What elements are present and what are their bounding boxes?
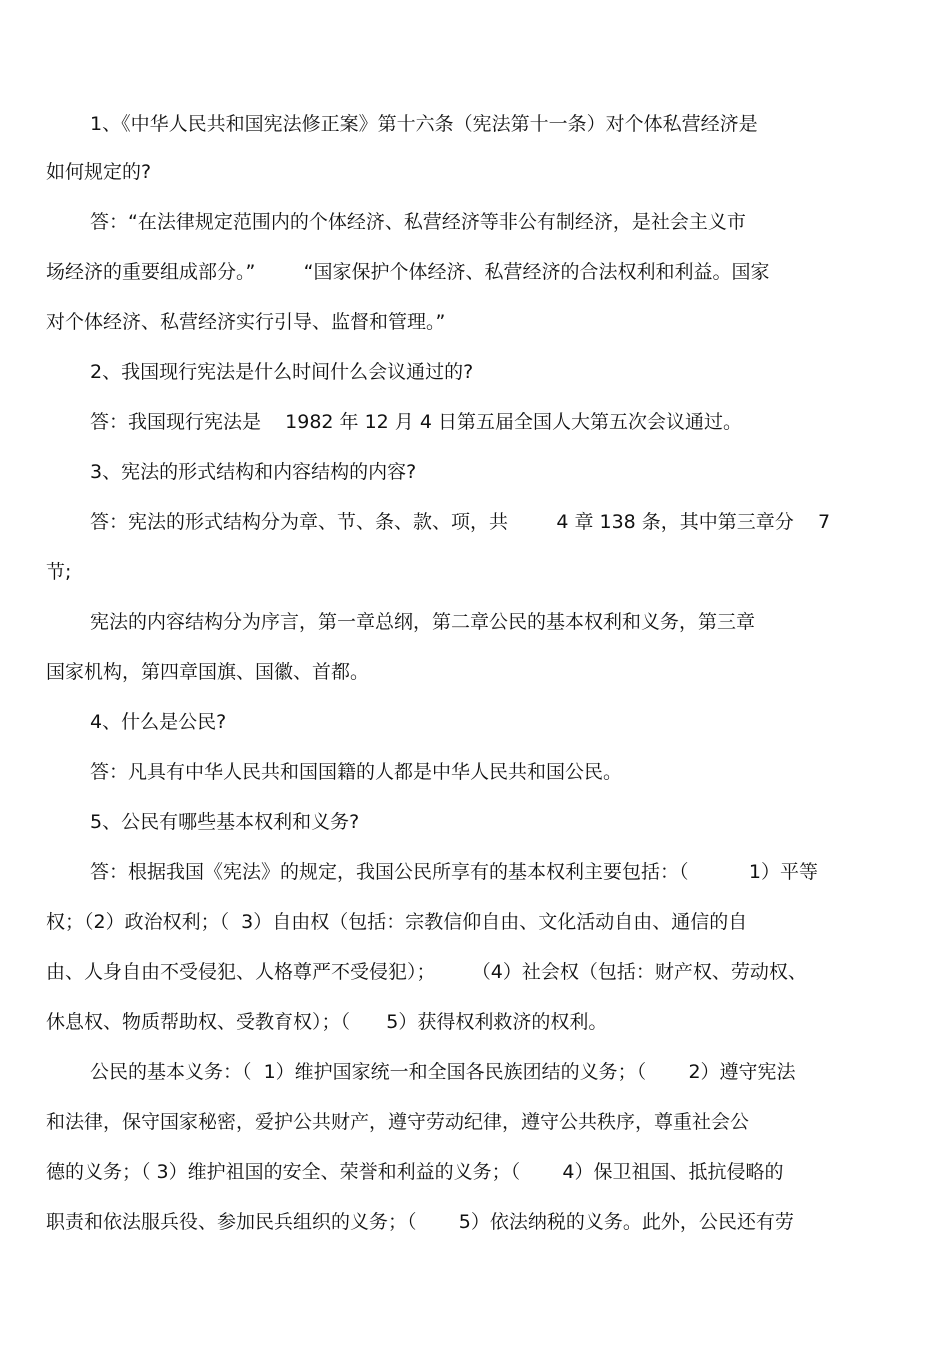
a5-line-7: 德的义务；（ 3）维护祖国的安全、荣誉和利益的义务；（ 4）保卫祖国、抵抗侵略的 [46, 1161, 784, 1183]
a2-line: 答：我国现行宪法是 1982 年 12 月 4 日第五届全国人大第五次会议通过。 [90, 411, 742, 433]
a5-line-5: 公民的基本义务：（ 1）维护国家统一和全国各民族团结的义务；（ 2）遵守宪法 [90, 1061, 796, 1083]
a1-line-1: 答：“在法律规定范围内的个体经济、私营经济等非公有制经济，是社会主义市 [90, 211, 746, 233]
q3-line: 3、宪法的形式结构和内容结构的内容? [90, 461, 417, 483]
a5-line-6: 和法律，保守国家秘密，爱护公共财产，遵守劳动纪律，遵守公共秩序，尊重社会公 [46, 1111, 750, 1133]
a5-line-8: 职责和依法服兵役、参加民兵组织的义务；（ 5）依法纳税的义务。此外，公民还有劳 [46, 1211, 794, 1233]
a3-line-3: 宪法的内容结构分为序言，第一章总纲，第二章公民的基本权利和义务，第三章 [90, 611, 756, 633]
q1-line-1: 1、《中华人民共和国宪法修正案》第十六条（宪法第十一条）对个体私营经济是 [90, 113, 758, 135]
a3-line-1: 答：宪法的形式结构分为章、节、条、款、项，共 4 章 138 条，其中第三章分 7 [90, 511, 831, 533]
a4-line: 答：凡具有中华人民共和国国籍的人都是中华人民共和国公民。 [90, 761, 623, 783]
a5-line-3: 由、人身自由不受侵犯、人格尊严不受侵犯）； （4）社会权（包括：财产权、劳动权、 [46, 961, 807, 983]
a5-line-1: 答：根据我国《宪法》的规定，我国公民所享有的基本权利主要包括：（ 1）平等 [90, 861, 818, 883]
a3-line-4: 国家机构，第四章国旗、国徽、首都。 [46, 661, 370, 683]
a1-line-3: 对个体经济、私营经济实行引导、监督和管理。” [46, 311, 446, 333]
q1-line-2: 如何规定的? [46, 161, 152, 183]
q2-line: 2、我国现行宪法是什么时间什么会议通过的? [90, 361, 474, 383]
q4-line: 4、什么是公民? [90, 711, 227, 733]
a1-line-2: 场经济的重要组成部分。” “国家保护个体经济、私营经济的合法权利和利益。国家 [46, 261, 770, 283]
a5-line-2: 权；（2）政治权利；（ 3）自由权（包括：宗教信仰自由、文化活动自由、通信的自 [46, 911, 748, 933]
a5-line-4: 休息权、物质帮助权、受教育权）；（ 5）获得权利救济的权利。 [46, 1011, 608, 1033]
a3-line-2: 节; [46, 561, 72, 583]
q5-line: 5、公民有哪些基本权利和义务? [90, 811, 360, 833]
